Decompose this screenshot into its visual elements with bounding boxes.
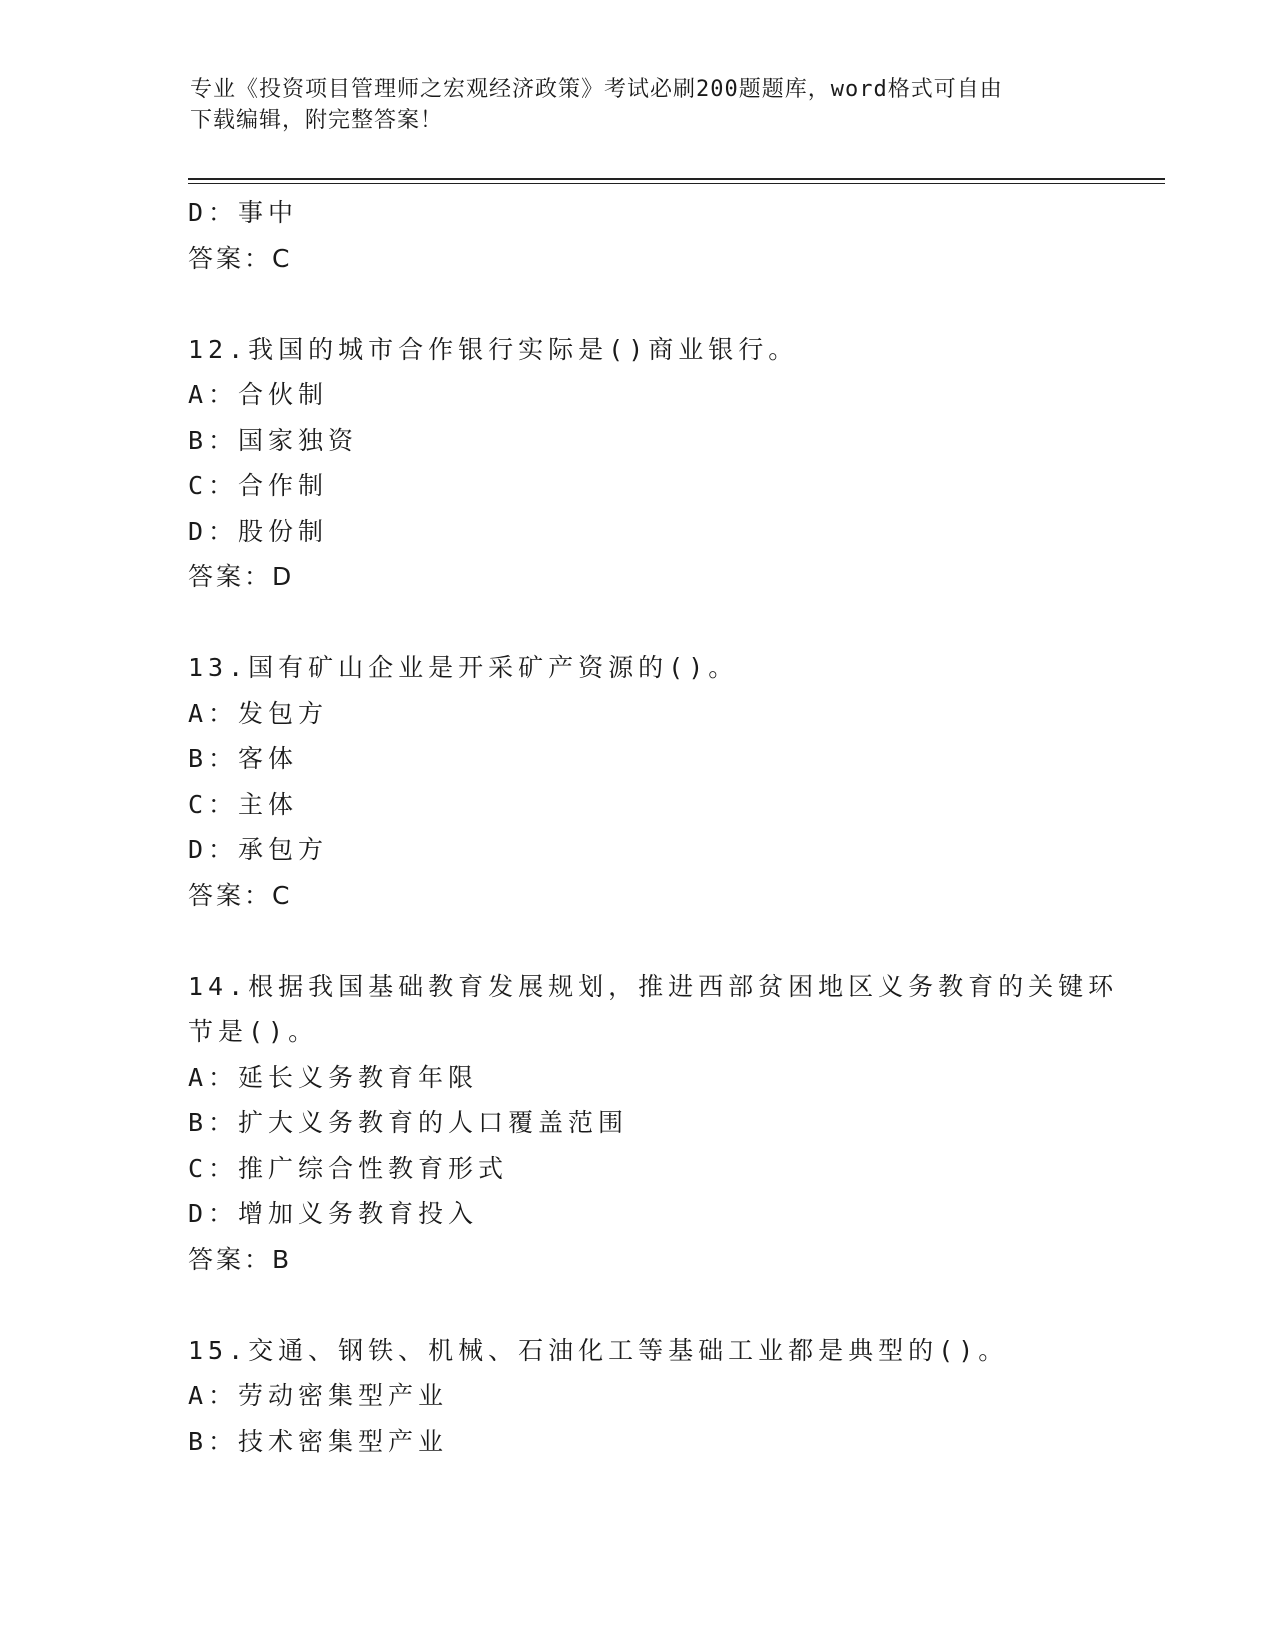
question-14 <box>188 964 1148 1283</box>
option-d: D：增加义务教育投入 <box>188 1199 479 1228</box>
question-list <box>188 190 1148 1464</box>
option-d: D：承包方 <box>188 835 329 864</box>
question-stem-line-1: 14.根据我国基础教育发展规划，推进西部贫困地区义务教育的关键环 <box>188 971 1119 1001</box>
header-rule-thick <box>188 178 1165 180</box>
question-13 <box>188 645 1148 918</box>
answer-line: 答案：B <box>188 1244 293 1274</box>
document-header <box>190 74 1090 136</box>
option-c: C：主体 <box>188 789 299 819</box>
option-d: D：股份制 <box>188 516 329 546</box>
option-c: C：合作制 <box>188 471 329 500</box>
spacer <box>188 918 1148 964</box>
question-stem: 12.我国的城市合作银行实际是()商业银行。 <box>188 334 799 364</box>
question-stem: 13.国有矿山企业是开采矿产资源的()。 <box>188 653 739 682</box>
answer-line: 答案：C <box>188 243 293 273</box>
answer-line: 答案：C <box>188 880 293 910</box>
question-12 <box>188 327 1148 600</box>
option-b: B：扩大义务教育的人口覆盖范围 <box>188 1108 629 1137</box>
option-a: A：延长义务教育年限 <box>188 1062 479 1092</box>
option-a: A：合伙制 <box>188 380 329 409</box>
question-stem-line-2: 节是()。 <box>188 1017 319 1046</box>
header-rule-thin <box>188 183 1165 184</box>
header-line-1: 专业《投资项目管理师之宏观经济政策》考试必刷200题题库，word格式可自由 <box>190 77 1003 102</box>
option-b: B：技术密集型产业 <box>188 1426 449 1456</box>
spacer <box>188 600 1148 646</box>
option-b: B：国家独资 <box>188 425 359 455</box>
question-15 <box>188 1328 1148 1465</box>
header-line-2: 下载编辑，附完整答案！ <box>190 108 444 133</box>
option-c: C：推广综合性教育形式 <box>188 1153 509 1183</box>
spacer <box>188 1282 1148 1328</box>
option-a: A：劳动密集型产业 <box>188 1381 449 1410</box>
answer-line: 答案：D <box>188 562 295 591</box>
option-b: B：客体 <box>188 744 299 773</box>
option-a: A：发包方 <box>188 698 329 728</box>
question-stem: 15.交通、钢铁、机械、石油化工等基础工业都是典型的()。 <box>188 1335 1009 1365</box>
option-d: D：事中 <box>188 198 299 227</box>
spacer <box>188 281 1148 327</box>
